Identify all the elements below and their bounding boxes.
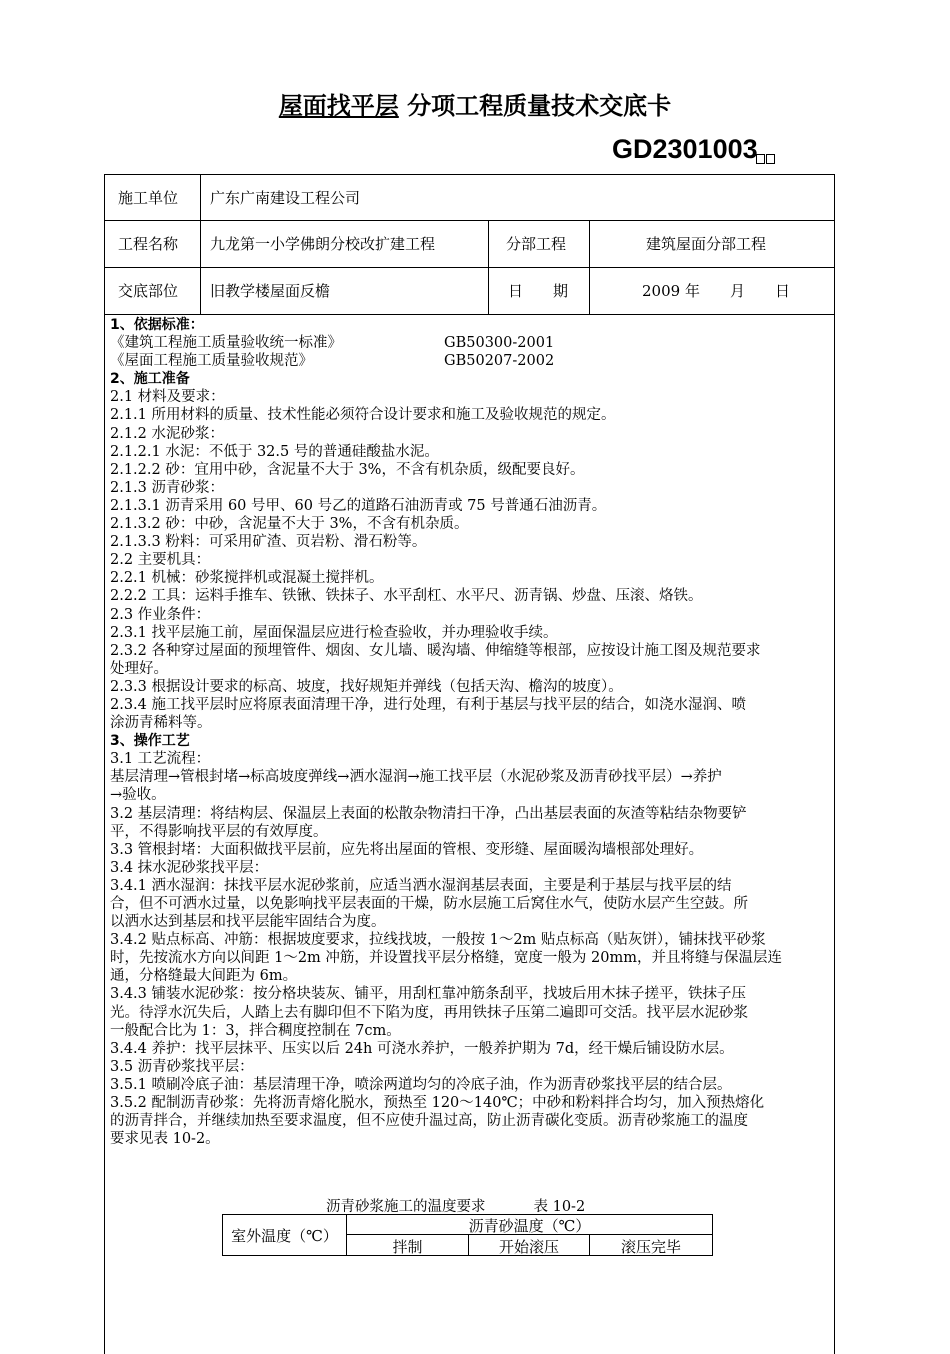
content-body bbox=[110, 316, 826, 1148]
text-line: 要求见表 10-2。 bbox=[110, 1131, 220, 1148]
rule-1 bbox=[104, 220, 835, 221]
text-line: 3.4.2 贴点标高、冲筋：根据坡度要求，拉线找坡，一般按 1～2m 贴点标高（贴灰饼），铺抹找平砂浆 bbox=[110, 932, 766, 949]
text-line: 3.5.1 喷刷冷底子油：基层清理干净，喷涂两道均匀的冷底子油，作为沥青砂浆找平层的结合层。 bbox=[110, 1076, 732, 1093]
text-line: 3.3 管根封堵：大面积做找平层前，应先将出屋面的管根、变形缝、屋面暖沟墙根部处理好。 bbox=[110, 841, 704, 858]
text-line: 2.1.3 沥青砂浆： bbox=[110, 479, 225, 496]
text-line: 3.4.4 养护：找平层抹平、压实以后 24h 可浇水养护，一般养护期为 7d，经干燥后铺设防水层。 bbox=[110, 1040, 734, 1057]
text-line: 2.1.3.1 沥青采用 60 号甲、60 号乙的道路石油沥青或 75 号普通石油沥青。 bbox=[110, 497, 607, 514]
standard-row bbox=[110, 334, 826, 352]
code-boxes bbox=[756, 149, 776, 168]
title-rest: 分项工程质量技术交底卡 bbox=[407, 92, 672, 120]
rule-3 bbox=[104, 314, 835, 315]
text-line: 3.4.3 铺装水泥砂浆：按分格块装灰、铺平，用刮杠靠冲筋条刮平，找坡后用木抹子搓平，铁抹子压 bbox=[110, 986, 746, 1003]
text-line: 3.5 沥青砂浆找平层： bbox=[110, 1058, 254, 1075]
date-value: 2009 年 月 日 bbox=[642, 282, 790, 300]
text-line: 平，不得影响找平层的有效厚度。 bbox=[110, 823, 328, 840]
text-line: 2.1.1 所用材料的质量、技术性能必须符合设计要求和施工及验收规范的规定。 bbox=[110, 407, 616, 424]
text-line: 合，但不可洒水过量，以免影响找平层表面的干燥，防水层施工后窝住水气，使防水层产生空鼓。所 bbox=[110, 896, 748, 912]
col-divider-3 bbox=[589, 220, 590, 315]
temperature-table bbox=[222, 1214, 713, 1256]
standard-code: GB50207-2002 bbox=[444, 353, 555, 370]
text-line: 2.3 作业条件： bbox=[110, 606, 211, 623]
unit-label: 施工单位 bbox=[118, 189, 179, 207]
col-divider-1 bbox=[200, 174, 201, 315]
title-underlined: 屋面找平层 bbox=[278, 92, 399, 120]
section-heading: 1、依据标准： bbox=[110, 317, 204, 333]
text-line: 3.4.1 洒水湿润：抹找平层水泥砂浆前，应适当洒水湿润基层表面，主要是利于基层与找平层的结 bbox=[110, 877, 732, 894]
text-line: 基层清理→管根封堵→标高坡度弹线→洒水湿润→施工找平层（水泥砂浆及沥青砂找平层）→养护 bbox=[110, 769, 722, 786]
text-line: 2.2 主要机具： bbox=[110, 552, 211, 569]
standard-name: 《屋面工程施工质量验收规范》 bbox=[110, 353, 313, 370]
text-line: 2.3.4 施工找平层时应将原表面清理干净，进行处理，有利于基层与找平层的结合，如浇水湿润、喷 bbox=[110, 696, 746, 713]
text-line: 通，分格缝最大间距为 6m。 bbox=[110, 968, 298, 985]
text-line: 2.1 材料及要求： bbox=[110, 389, 225, 406]
sub-col-start-rolling: 开始滚压 bbox=[498, 1238, 559, 1256]
text-line: 一般配合比为 1：3，拌合稠度控制在 7cm。 bbox=[110, 1022, 401, 1039]
table-number: 表 10-2 bbox=[533, 1199, 586, 1215]
rule-2 bbox=[104, 267, 835, 268]
location-value: 旧教学楼屋面反檐 bbox=[210, 282, 331, 300]
text-line: 2.2.1 机械：砂浆搅拌机或混凝土搅拌机。 bbox=[110, 570, 384, 587]
document-code: GD2301003 bbox=[612, 134, 758, 164]
text-line: 2.1.2.1 水泥：不低于 32.5 号的普通硅酸盐水泥。 bbox=[110, 443, 439, 460]
table-caption-title: 沥青砂浆施工的温度要求 bbox=[326, 1199, 486, 1215]
standard-row bbox=[110, 352, 826, 370]
text-line: 处理好。 bbox=[110, 660, 168, 677]
sub-col-mixing: 拌制 bbox=[392, 1238, 423, 1256]
project-label: 工程名称 bbox=[118, 235, 179, 253]
text-line: 2.3.2 各种穿过屋面的预埋管件、烟囱、女儿墙、暖沟墙、伸缩缝等根部，应按设计施工图及规范要求 bbox=[110, 642, 761, 659]
col-asphalt-temp: 沥青砂温度（℃） bbox=[468, 1217, 591, 1235]
table-caption bbox=[326, 1195, 585, 1216]
text-line: 2.2.2 工具：运料手推车、铁锹、铁抹子、水平刮杠、水平尺、沥青锅、炒盘、压滚、烙铁。 bbox=[110, 588, 703, 605]
division-label: 分部工程 bbox=[506, 235, 567, 253]
text-line: 3.2 基层清理：将结构层、保温层上表面的松散杂物清扫干净，凸出基层表面的灰渣等粘结杂物要铲 bbox=[110, 805, 747, 822]
location-label: 交底部位 bbox=[118, 282, 179, 300]
rule-top bbox=[104, 174, 835, 175]
section-heading: 2、施工准备 bbox=[110, 371, 190, 388]
section-heading: 3、操作工艺 bbox=[110, 733, 190, 750]
text-line: 涂沥青稀料等。 bbox=[110, 715, 212, 732]
text-line: 2.3.3 根据设计要求的标高、坡度，找好规矩并弹线（包括天沟、檐沟的坡度）。 bbox=[110, 678, 623, 695]
document-title bbox=[0, 86, 950, 121]
text-line: 光。待浮水沉失后，人踏上去有脚印但不下陷为度，再用铁抹子压第二遍即可交活。找平层水泥砂浆 bbox=[110, 1004, 748, 1021]
standard-code: GB50300-2001 bbox=[444, 335, 555, 352]
text-line: 2.1.2.2 砂：宜用中砂，含泥量不大于 3%，不含有机杂质，级配要良好。 bbox=[110, 461, 585, 478]
division-value: 建筑屋面分部工程 bbox=[646, 235, 767, 253]
col-divider-2 bbox=[488, 220, 489, 315]
col-outdoor-temp: 室外温度（℃） bbox=[231, 1227, 338, 1245]
text-line: 2.1.3.3 粉料：可采用矿渣、页岩粉、滑石粉等。 bbox=[110, 534, 427, 551]
text-line: 2.1.3.2 砂：中砂，含泥量不大于 3%，不含有机杂质。 bbox=[110, 516, 469, 533]
text-line: 时，先按流水方向以间距 1～2m 冲筋，并设置找平层分格缝，宽度一般为 20mm，并且将缝与保温层连 bbox=[110, 950, 782, 967]
unit-value: 广东广南建设工程公司 bbox=[210, 189, 361, 207]
text-line: 2.1.2 水泥砂浆： bbox=[110, 425, 225, 442]
text-line: 3.1 工艺流程： bbox=[110, 751, 211, 768]
date-label: 日 期 bbox=[508, 282, 569, 300]
text-line: 2.3.1 找平层施工前，屋面保温层应进行检查验收，并办理验收手续。 bbox=[110, 624, 558, 641]
text-line: 以洒水达到基层和找平层能牢固结合为度。 bbox=[110, 914, 386, 931]
project-value: 九龙第一小学佛朗分校改扩建工程 bbox=[210, 235, 436, 253]
text-line: 3.4 抹水泥砂浆找平层： bbox=[110, 859, 269, 876]
text-line: 3.5.2 配制沥青砂浆：先将沥青熔化脱水，预热至 120～140℃；中砂和粉料拌合均匀，加入预热熔化 bbox=[110, 1095, 765, 1112]
text-line: →验收。 bbox=[110, 787, 166, 804]
text-line: 的沥青拌合，并继续加热至要求温度，但不应使升温过高，防止沥青碳化变质。沥青砂浆施工的温度 bbox=[110, 1113, 748, 1130]
standard-name: 《建筑工程施工质量验收统一标准》 bbox=[110, 335, 342, 352]
sub-col-finish-rolling: 滚压完毕 bbox=[620, 1238, 681, 1256]
